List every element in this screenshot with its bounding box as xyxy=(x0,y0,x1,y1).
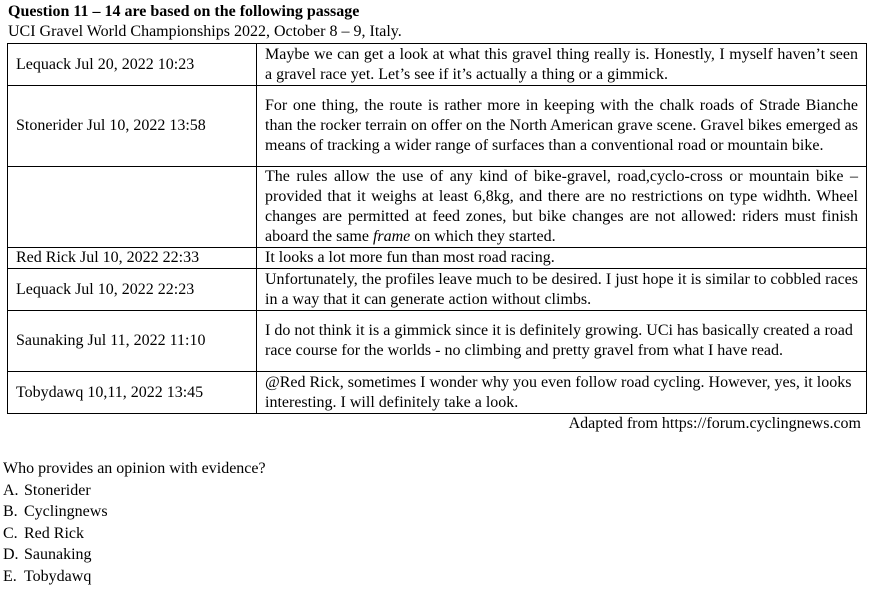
post-author: Tobydawq 10,11, 2022 13:45 xyxy=(8,372,257,414)
answer-option-a[interactable] xyxy=(3,480,266,502)
post-text-part: The rules allow the use of any kind of bike-gravel, road,cyclo-cross or mountain bike – provided that it weighs at least 6,8kg, and there are no restrictions on type widhth. Wheel changes are permitted at feed zones, but bike changes are not allowed: riders must finish aboard the same xyxy=(265,168,858,245)
table-row xyxy=(8,372,867,414)
post-author: Red Rick Jul 10, 2022 22:33 xyxy=(8,248,257,269)
table-row xyxy=(8,269,867,311)
table-row xyxy=(8,167,867,248)
post-text: Unfortunately, the profiles leave much to be desired. I just hope it is similar to cobbled races in a way that it can generate action without climbs. xyxy=(257,269,867,311)
passage-heading: Question 11 – 14 are based on the following passage xyxy=(8,3,360,20)
question-prompt: Who provides an opinion with evidence? xyxy=(3,460,266,477)
option-text: Saunaking xyxy=(24,546,92,563)
option-text: Cyclingnews xyxy=(24,503,108,520)
table-row xyxy=(8,248,867,269)
forum-table xyxy=(7,43,867,414)
post-author: Lequack Jul 20, 2022 10:23 xyxy=(8,44,257,86)
post-text xyxy=(257,167,867,248)
post-text-italic: frame xyxy=(372,228,411,245)
option-text: Tobydawq xyxy=(24,567,92,585)
post-text: Maybe we can get a look at what this gravel thing really is. Honestly, I myself haven’t seen a gravel race yet. Let’s see if it’s actually a thing or a gimmick. xyxy=(257,44,867,86)
post-author: Saunaking Jul 11, 2022 11:10 xyxy=(8,311,257,372)
post-author: Lequack Jul 10, 2022 22:23 xyxy=(8,269,257,311)
post-text: @Red Rick, sometimes I wonder why you even follow road cycling. However, yes, it looks interesting. I will definitely take a look. xyxy=(257,372,867,414)
option-letter: D. xyxy=(3,546,19,563)
passage-subtitle: UCI Gravel World Championships 2022, October 8 – 9, Italy. xyxy=(8,23,402,40)
post-text: It looks a lot more fun than most road racing. xyxy=(257,248,867,269)
post-author xyxy=(8,167,257,248)
answer-option-d[interactable] xyxy=(3,544,266,566)
option-text: Stonerider xyxy=(24,481,91,499)
answer-option-e[interactable] xyxy=(3,566,266,588)
option-text: Red Rick xyxy=(24,524,84,542)
option-letter: C. xyxy=(3,524,18,542)
table-row xyxy=(8,311,867,372)
option-letter: B. xyxy=(3,503,18,520)
option-letter: A. xyxy=(3,481,19,499)
table-row xyxy=(8,44,867,86)
source-attribution: Adapted from https://forum.cyclingnews.com xyxy=(568,415,861,432)
post-text: For one thing, the route is rather more in keeping with the chalk roads of Strade Bianche than the rocker terrain on offer on the North American grave scene. Gravel bikes emerged as means of tracking a wider range of surfaces than a conventional road or mountain bike. xyxy=(257,86,867,167)
post-author: Stonerider Jul 10, 2022 13:58 xyxy=(8,86,257,167)
post-text-part: on which they started. xyxy=(410,228,556,245)
answer-option-b[interactable] xyxy=(3,501,266,523)
post-text: I do not think it is a gimmick since it is definitely growing. UCi has basically created a road race course for the worlds - no climbing and pretty gravel from what I have read. xyxy=(257,311,867,372)
question-block xyxy=(3,458,266,587)
table-row xyxy=(8,86,867,167)
answer-option-c[interactable] xyxy=(3,523,266,545)
option-letter: E. xyxy=(3,567,17,585)
